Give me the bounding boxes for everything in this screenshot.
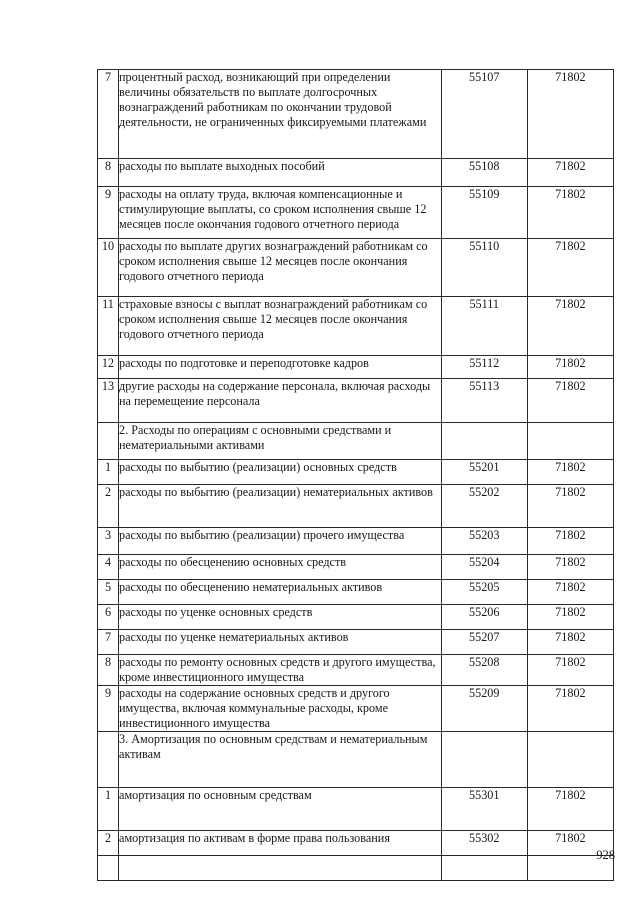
section-heading: 2. Расходы по операциям с основными средствами и нематериальными активами [119, 423, 442, 460]
row-number: 2 [98, 831, 119, 856]
row-description: расходы по выплате выходных пособий [119, 159, 442, 187]
row-number: 12 [98, 356, 119, 379]
account-number: 71802 [527, 70, 613, 159]
table-row [98, 528, 614, 555]
account-number: 71802 [527, 187, 613, 239]
row-description: другие расходы на содержание персонала, включая расходы на перемещение персонала [119, 379, 442, 423]
row-number [98, 732, 119, 788]
row-description: расходы на содержание основных средств и другого имущества, включая коммунальные расходы, кроме инвестиционного имущества [119, 686, 442, 732]
symbol-code: 55206 [441, 605, 527, 630]
symbol-code: 55207 [441, 630, 527, 655]
symbol-code: 55110 [441, 239, 527, 297]
account-number: 71802 [527, 655, 613, 686]
expense-code-table [97, 69, 614, 881]
row-number: 10 [98, 239, 119, 297]
symbol-code: 55112 [441, 356, 527, 379]
table-row [98, 856, 614, 881]
row-number: 5 [98, 580, 119, 605]
account-number: 71802 [527, 605, 613, 630]
row-description: расходы по обесценению основных средств [119, 555, 442, 580]
table-row [98, 555, 614, 580]
table-row [98, 297, 614, 356]
account-number: 71802 [527, 630, 613, 655]
row-number: 8 [98, 159, 119, 187]
symbol-code: 55203 [441, 528, 527, 555]
row-number: 11 [98, 297, 119, 356]
row-description: расходы по выбытию (реализации) прочего имущества [119, 528, 442, 555]
row-description: расходы по выплате других вознаграждений работникам со сроком исполнения свыше 12 месяцев после окончания годового отчетного периода [119, 239, 442, 297]
row-number: 4 [98, 555, 119, 580]
symbol-code: 55108 [441, 159, 527, 187]
symbol-code: 55107 [441, 70, 527, 159]
row-description: расходы по подготовке и переподготовке кадров [119, 356, 442, 379]
table-row [98, 239, 614, 297]
row-number [98, 423, 119, 460]
row-description: страховые взносы с выплат вознаграждений работникам со сроком исполнения свыше 12 месяцев после окончания годового отчетного периода [119, 297, 442, 356]
symbol-code [441, 423, 527, 460]
account-number: 71802 [527, 356, 613, 379]
table-row [98, 732, 614, 788]
account-number: 71802 [527, 580, 613, 605]
symbol-code: 55205 [441, 580, 527, 605]
table-row [98, 460, 614, 485]
account-number: 71802 [527, 528, 613, 555]
row-number: 9 [98, 686, 119, 732]
row-description: процентный расход, возникающий при определении величины обязательств по выплате долгосрочных вознаграждений работникам по окончании трудовой деятельности, не ограниченных фиксируемыми платежами [119, 70, 442, 159]
table-row [98, 605, 614, 630]
row-number: 1 [98, 460, 119, 485]
row-number: 6 [98, 605, 119, 630]
symbol-code: 55204 [441, 555, 527, 580]
row-description: расходы по выбытию (реализации) основных средств [119, 460, 442, 485]
table-row [98, 630, 614, 655]
symbol-code: 55109 [441, 187, 527, 239]
account-number: 71802 [527, 831, 613, 856]
account-number: 71802 [527, 379, 613, 423]
account-number: 71802 [527, 788, 613, 831]
row-number: 7 [98, 70, 119, 159]
account-number: 71802 [527, 485, 613, 528]
table-row [98, 580, 614, 605]
row-number: 13 [98, 379, 119, 423]
section-heading-row [98, 423, 614, 460]
row-description [119, 856, 442, 881]
symbol-code: 55201 [441, 460, 527, 485]
symbol-code: 55113 [441, 379, 527, 423]
symbol-code: 55111 [441, 297, 527, 356]
account-number: 71802 [527, 239, 613, 297]
account-number [527, 423, 613, 460]
row-number: 3 [98, 528, 119, 555]
table-row [98, 485, 614, 528]
page-number: 928 [596, 848, 615, 862]
table-row [98, 655, 614, 686]
row-description: 3. Амортизация по основным средствам и нематериальным активам [119, 732, 442, 788]
account-number: 71802 [527, 555, 613, 580]
table-row [98, 831, 614, 856]
row-number: 2 [98, 485, 119, 528]
symbol-code: 55202 [441, 485, 527, 528]
symbol-code: 55302 [441, 831, 527, 856]
table-row [98, 356, 614, 379]
symbol-code: 55208 [441, 655, 527, 686]
section-heading-row [98, 788, 614, 831]
table-row [98, 379, 614, 423]
table-row [98, 70, 614, 159]
row-description: расходы по уценке основных средств [119, 605, 442, 630]
account-number [527, 732, 613, 788]
row-description: расходы по уценке нематериальных активов [119, 630, 442, 655]
account-number: 71802 [527, 297, 613, 356]
account-number: 71802 [527, 159, 613, 187]
row-description: расходы по ремонту основных средств и другого имущества, кроме инвестиционного имущества [119, 655, 442, 686]
symbol-code [441, 856, 527, 881]
row-description: расходы по обесценению нематериальных активов [119, 580, 442, 605]
row-description: расходы на оплату труда, включая компенсационные и стимулирующие выплаты, со сроком исполнения свыше 12 месяцев после окончания годового отчетного периода [119, 187, 442, 239]
account-number: 71802 [527, 686, 613, 732]
account-number: 71802 [527, 460, 613, 485]
symbol-code [441, 732, 527, 788]
row-number: 1 [98, 788, 119, 831]
row-number [98, 856, 119, 881]
row-description: амортизация по активам в форме права пользования [119, 831, 442, 856]
table-row [98, 159, 614, 187]
table-row [98, 187, 614, 239]
row-number: 8 [98, 655, 119, 686]
table-row [98, 686, 614, 732]
row-number: 9 [98, 187, 119, 239]
symbol-code: 55209 [441, 686, 527, 732]
row-number: 7 [98, 630, 119, 655]
symbol-code: 55301 [441, 788, 527, 831]
row-description: расходы по выбытию (реализации) нематериальных активов [119, 485, 442, 528]
section-heading: амортизация по основным средствам [119, 788, 442, 831]
table-body [98, 70, 614, 881]
